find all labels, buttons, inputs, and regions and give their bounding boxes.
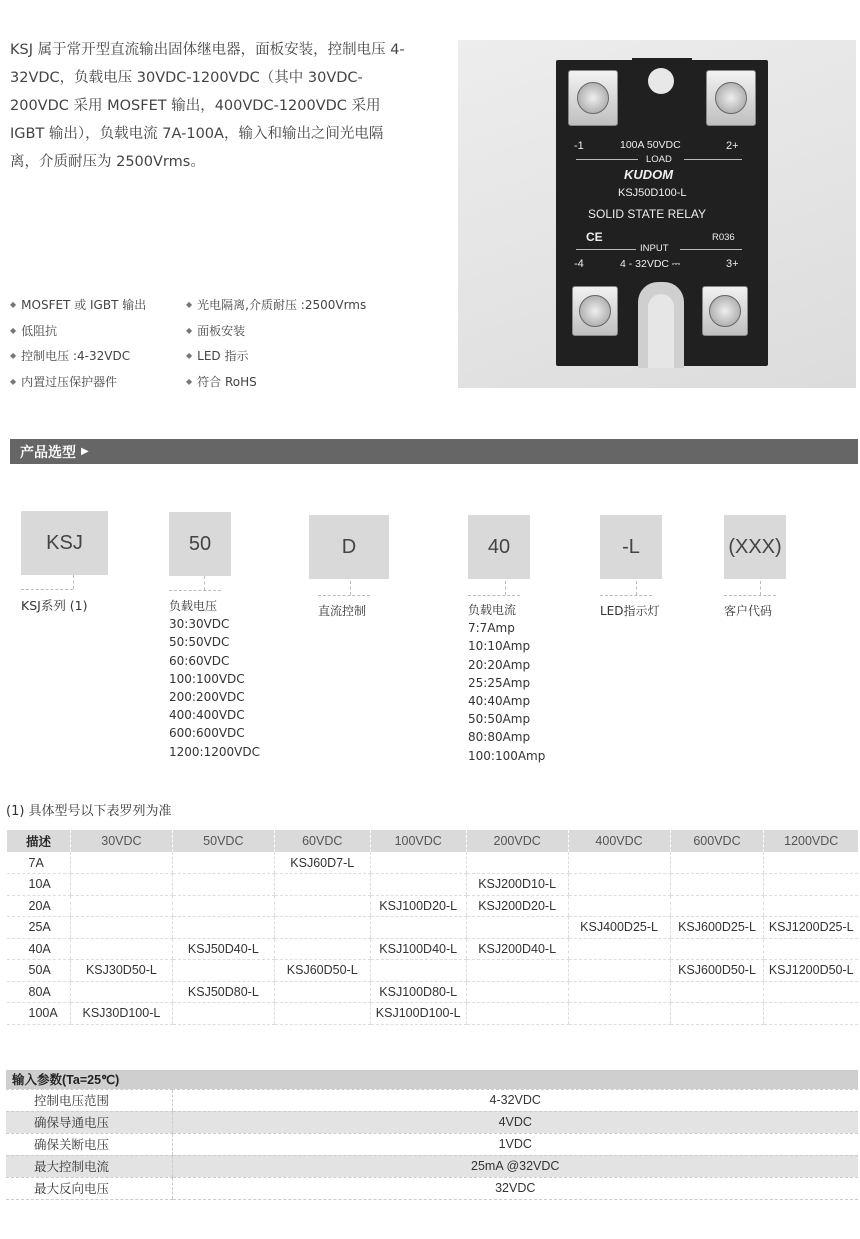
table-cell: [670, 1003, 764, 1025]
table-cell: [172, 874, 274, 896]
column-header: 1200VDC: [764, 830, 858, 852]
diamond-bullet-icon: ◆: [186, 351, 193, 361]
table-cell: KSJ100D20-L: [370, 895, 466, 917]
param-value: 1VDC: [172, 1133, 858, 1155]
row-header-cell: 25A: [7, 917, 71, 939]
table-cell: KSJ1200D50-L: [764, 960, 858, 982]
code-label: 负载电流: [468, 603, 517, 617]
option-item: 20:20Amp: [468, 657, 531, 672]
diamond-bullet-icon: ◆: [186, 325, 193, 335]
option-item: 600:600VDC: [169, 726, 245, 741]
table-row: [7, 960, 859, 982]
table-cell: [370, 917, 466, 939]
table-row: [7, 917, 859, 939]
table-cell: KSJ200D10-L: [466, 874, 568, 896]
table-cell: [568, 895, 670, 917]
table-cell: [172, 852, 274, 874]
table-cell: KSJ600D25-L: [670, 917, 764, 939]
feature-row: [10, 343, 430, 369]
table-cell: KSJ400D25-L: [568, 917, 670, 939]
table-cell: [274, 1003, 370, 1025]
column-header: 描述: [7, 830, 71, 852]
table-cell: KSJ100D80-L: [370, 981, 466, 1003]
code-box: D: [309, 515, 389, 579]
row-header-cell: 20A: [7, 895, 71, 917]
table-cell: [670, 981, 764, 1003]
table-cell: [670, 874, 764, 896]
relay-terminal-label: -1: [574, 140, 584, 152]
model-table: [6, 830, 858, 1025]
table-cell: [466, 917, 568, 939]
feature-item: [10, 296, 186, 313]
diamond-bullet-icon: ◆: [10, 376, 17, 386]
table-cell: [764, 938, 858, 960]
table-row: [7, 938, 859, 960]
section-banner: [10, 439, 858, 464]
relay-body: [556, 60, 768, 366]
table-cell: [764, 895, 858, 917]
table-cell: [764, 981, 858, 1003]
table-row: [7, 1003, 859, 1025]
table-row: [6, 1089, 858, 1111]
feature-text: 面板安装: [197, 323, 246, 338]
feature-item: [10, 347, 186, 364]
table-cell: KSJ100D40-L: [370, 938, 466, 960]
table-cell: KSJ200D20-L: [466, 895, 568, 917]
option-item: 7:7Amp: [468, 621, 515, 636]
table-cell: [274, 981, 370, 1003]
param-name: 最大控制电流: [6, 1155, 172, 1177]
param-name: 确保导通电压: [6, 1111, 172, 1133]
diamond-bullet-icon: ◆: [186, 376, 193, 386]
feature-text: MOSFET 或 IGBT 输出: [21, 298, 147, 313]
option-item: 400:400VDC: [169, 708, 245, 723]
table-row: [7, 981, 859, 1003]
table-cell: [172, 895, 274, 917]
param-value: 4VDC: [172, 1111, 858, 1133]
ce-mark-icon: CE: [586, 230, 603, 244]
table-cell: KSJ600D50-L: [670, 960, 764, 982]
product-photo: [458, 40, 856, 388]
column-header: 60VDC: [274, 830, 370, 852]
table-cell: [274, 917, 370, 939]
diamond-bullet-icon: ◆: [10, 325, 17, 335]
table-row: [7, 874, 859, 896]
feature-item: [10, 322, 186, 339]
intro-paragraph: KSJ 属于常开型直流输出固体继电器，面板安装，控制电压 4-32VDC，负载电压 30VDC-1200VDC（其中 30VDC-200VDC 采用 MOSFET 输出，400VDC-1200VDC 采用 IGBT 输出），负载电流 7A-100A，输入和输出之间光电隔离，介质耐压为 2500Vrms。: [10, 42, 405, 170]
option-item: 100:100VDC: [169, 671, 245, 686]
relay-terminal-label: 3+: [726, 258, 739, 270]
table-cell: [370, 874, 466, 896]
option-item: 200:200VDC: [169, 690, 245, 705]
option-item: 100:100Amp: [468, 748, 546, 763]
relay-input-voltage: 4 - 32VDC ⎓: [620, 258, 681, 270]
table-cell: [172, 960, 274, 982]
feature-text: 光电隔离,介质耐压 :2500Vrms: [197, 298, 367, 313]
code-options: [169, 597, 260, 761]
table-cell: [568, 938, 670, 960]
feature-item: [186, 373, 362, 390]
code-label: KSJ系列 (1): [21, 598, 88, 613]
table-cell: [172, 1003, 274, 1025]
table-cell: [274, 874, 370, 896]
table-cell: [274, 938, 370, 960]
feature-item: [186, 322, 362, 339]
code-label: LED指示灯: [600, 604, 660, 618]
option-item: 1200:1200VDC: [169, 744, 260, 759]
option-item: 60:60VDC: [169, 653, 230, 668]
code-box: -L: [600, 515, 662, 579]
feature-text: 符合 RoHS: [197, 374, 257, 389]
table-cell: [70, 895, 172, 917]
option-item: 80:80Amp: [468, 730, 531, 745]
relay-terminal-label: -4: [574, 258, 584, 270]
relay-load-label: LOAD: [646, 154, 672, 165]
column-header: 200VDC: [466, 830, 568, 852]
code-label: 直流控制: [318, 604, 367, 618]
feature-item: [186, 296, 367, 313]
feature-row: [10, 318, 430, 344]
code-box: (XXX): [724, 515, 786, 579]
column-header: 50VDC: [172, 830, 274, 852]
table-cell: [466, 960, 568, 982]
screw-terminal-icon: [702, 286, 748, 336]
table-cell: [670, 938, 764, 960]
relay-input-label: INPUT: [640, 243, 669, 254]
option-item: 50:50VDC: [169, 635, 230, 650]
relay-rating: 100A 50VDC: [620, 139, 681, 151]
table-row: [6, 1177, 858, 1199]
feature-list: [10, 292, 430, 394]
screw-terminal-icon: [572, 286, 618, 336]
table-cell: [70, 938, 172, 960]
code-label: 客户代码: [724, 604, 773, 618]
row-header-cell: 40A: [7, 938, 71, 960]
row-header-cell: 50A: [7, 960, 71, 982]
table-cell: KSJ50D80-L: [172, 981, 274, 1003]
table-cell: [568, 981, 670, 1003]
table-cell: KSJ1200D25-L: [764, 917, 858, 939]
table-cell: [670, 852, 764, 874]
column-header: 400VDC: [568, 830, 670, 852]
diamond-bullet-icon: ◆: [186, 300, 193, 310]
relay-terminal-label: 2+: [726, 140, 739, 152]
feature-text: 低阻抗: [21, 323, 58, 338]
table-cell: [764, 852, 858, 874]
feature-text: LED 指示: [197, 349, 249, 364]
table-cell: [70, 981, 172, 1003]
input-params-table: [6, 1070, 858, 1200]
table-row: [6, 1111, 858, 1133]
table-cell: [172, 917, 274, 939]
table-row: [7, 895, 859, 917]
table-title-row: [6, 1070, 858, 1089]
table-cell: [764, 1003, 858, 1025]
param-name: 确保关断电压: [6, 1133, 172, 1155]
row-header-cell: 10A: [7, 874, 71, 896]
table-cell: KSJ100D100-L: [370, 1003, 466, 1025]
screw-terminal-icon: [568, 70, 618, 126]
feature-row: [10, 369, 430, 395]
param-value: 4-32VDC: [172, 1089, 858, 1111]
table-cell: [568, 960, 670, 982]
relay-code: R036: [712, 232, 735, 243]
table-cell: KSJ30D100-L: [70, 1003, 172, 1025]
code-label: 负载电压: [169, 599, 218, 613]
param-name: 控制电压范围: [6, 1089, 172, 1111]
diamond-bullet-icon: ◆: [10, 300, 17, 310]
code-box: 50: [169, 512, 231, 576]
relay-model: KSJ50D100-L: [618, 187, 687, 199]
feature-item: [186, 347, 362, 364]
table-cell: [370, 960, 466, 982]
table-cell: [70, 917, 172, 939]
table-cell: [70, 852, 172, 874]
table-row: [6, 1133, 858, 1155]
column-header: 100VDC: [370, 830, 466, 852]
table-cell: [466, 1003, 568, 1025]
code-box: KSJ: [21, 511, 108, 575]
table-header-row: [7, 830, 859, 852]
feature-text: 控制电压 :4-32VDC: [21, 349, 131, 364]
section-title: 产品选型: [20, 444, 76, 461]
table-title: 输入参数(Ta=25℃): [6, 1070, 858, 1089]
table-cell: [274, 895, 370, 917]
table-row: [6, 1155, 858, 1177]
param-name: 最大反向电压: [6, 1177, 172, 1199]
option-item: 30:30VDC: [169, 617, 230, 632]
footnote: (1) 具体型号以下表罗列为准: [6, 804, 172, 819]
row-header-cell: 80A: [7, 981, 71, 1003]
feature-row: [10, 292, 430, 318]
param-value: 25mA @32VDC: [172, 1155, 858, 1177]
table-cell: [670, 895, 764, 917]
option-item: 10:10Amp: [468, 639, 531, 654]
table-cell: [466, 981, 568, 1003]
relay-name: SOLID STATE RELAY: [588, 207, 707, 221]
table-cell: KSJ200D40-L: [466, 938, 568, 960]
table-cell: [568, 1003, 670, 1025]
relay-brand-logo: KUDOM: [624, 167, 674, 182]
feature-item: [10, 373, 186, 390]
table-cell: [70, 874, 172, 896]
row-header-cell: 7A: [7, 852, 71, 874]
table-cell: [370, 852, 466, 874]
table-cell: [466, 852, 568, 874]
caret-right-icon: ▶: [81, 446, 89, 457]
feature-text: 内置过压保护器件: [21, 374, 118, 389]
table-cell: KSJ50D40-L: [172, 938, 274, 960]
table-row: [7, 852, 859, 874]
table-cell: KSJ30D50-L: [70, 960, 172, 982]
table-cell: [568, 874, 670, 896]
option-item: 50:50Amp: [468, 712, 531, 727]
table-cell: [764, 874, 858, 896]
screw-terminal-icon: [706, 70, 756, 126]
table-cell: KSJ60D7-L: [274, 852, 370, 874]
param-value: 32VDC: [172, 1177, 858, 1199]
column-header: 30VDC: [70, 830, 172, 852]
option-item: 25:25Amp: [468, 675, 531, 690]
diamond-bullet-icon: ◆: [10, 351, 17, 361]
code-options: [468, 601, 545, 765]
column-header: 600VDC: [670, 830, 764, 852]
code-box: 40: [468, 515, 530, 579]
row-header-cell: 100A: [7, 1003, 71, 1025]
option-item: 40:40Amp: [468, 694, 531, 709]
mounting-hole-icon: [648, 68, 674, 94]
table-cell: KSJ60D50-L: [274, 960, 370, 982]
table-cell: [568, 852, 670, 874]
